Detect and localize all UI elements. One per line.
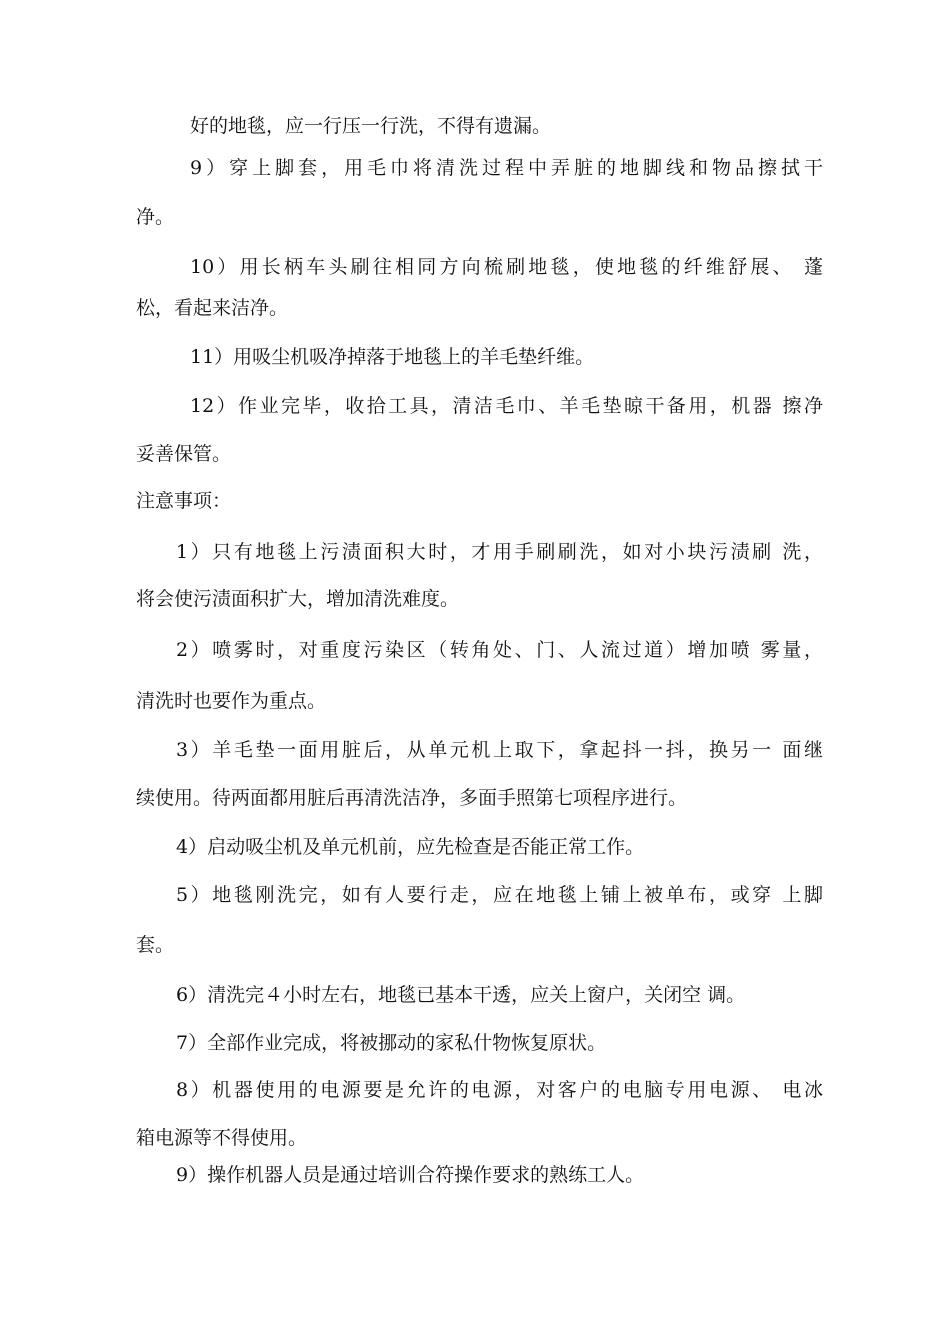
text-line: 11）用吸尘机吸净掉落于地毯上的羊毛垫纤维。 [190,346,595,368]
section-heading: 注意事项： [136,490,232,512]
text-line: 1）只有地毯上污渍面积大时，才用手刷刷洗，如对小块污渍刷 洗， [176,541,823,563]
text-line: 续使用。待两面都用脏后再清洗洁净，多面手照第七项程序进行。 [136,787,688,809]
text-line: 4）启动吸尘机及单元机前，应先检查是否能正常工作。 [176,836,645,858]
text-line: 10）用长柄车头刷往相同方向梳刷地毯，使地毯的纤维舒展、 蓬 [190,256,823,278]
text-line: 2）喷雾时，对重度污染区（转角处、门、人流过道）增加喷 雾量， [176,639,823,661]
text-line: 8）机器使用的电源要是允许的电源，对客户的电脑专用电源、 电冰 [176,1079,823,1101]
text-line: 净。 [136,206,175,228]
text-line: 7）全部作业完成，将被挪动的家私什物恢复原状。 [176,1032,607,1054]
text-line: 箱电源等不得使用。 [136,1127,308,1149]
text-line: 好的地毯，应一行压一行洗，不得有遗漏。 [190,115,552,137]
text-line: 12）作业完毕，收拾工具，清洁毛巾、羊毛垫晾干备用，机器 擦净 [190,395,823,417]
text-line: 6）清洗完４小时左右，地毯已基本干透，应关上窗户，关闭空 调。 [176,984,746,1006]
text-line: 3）羊毛垫一面用脏后，从单元机上取下，拿起抖一抖，换另一 面继 [176,739,823,761]
text-line: 松，看起来洁净。 [136,297,289,319]
text-line: 套。 [136,934,175,956]
text-line: 将会使污渍面积扩大，增加清洗难度。 [136,588,460,610]
text-line: 9）操作机器人员是通过培训合符操作要求的熟练工人。 [176,1164,645,1186]
text-line: 9）穿上脚套，用毛巾将清洗过程中弄脏的地脚线和物品擦拭干 [190,157,823,179]
text-line: 妥善保管。 [136,443,232,465]
text-line: 5）地毯刚洗完，如有人要行走，应在地毯上铺上被单布，或穿 上脚 [176,884,823,906]
text-line: 清洗时也要作为重点。 [136,690,327,712]
